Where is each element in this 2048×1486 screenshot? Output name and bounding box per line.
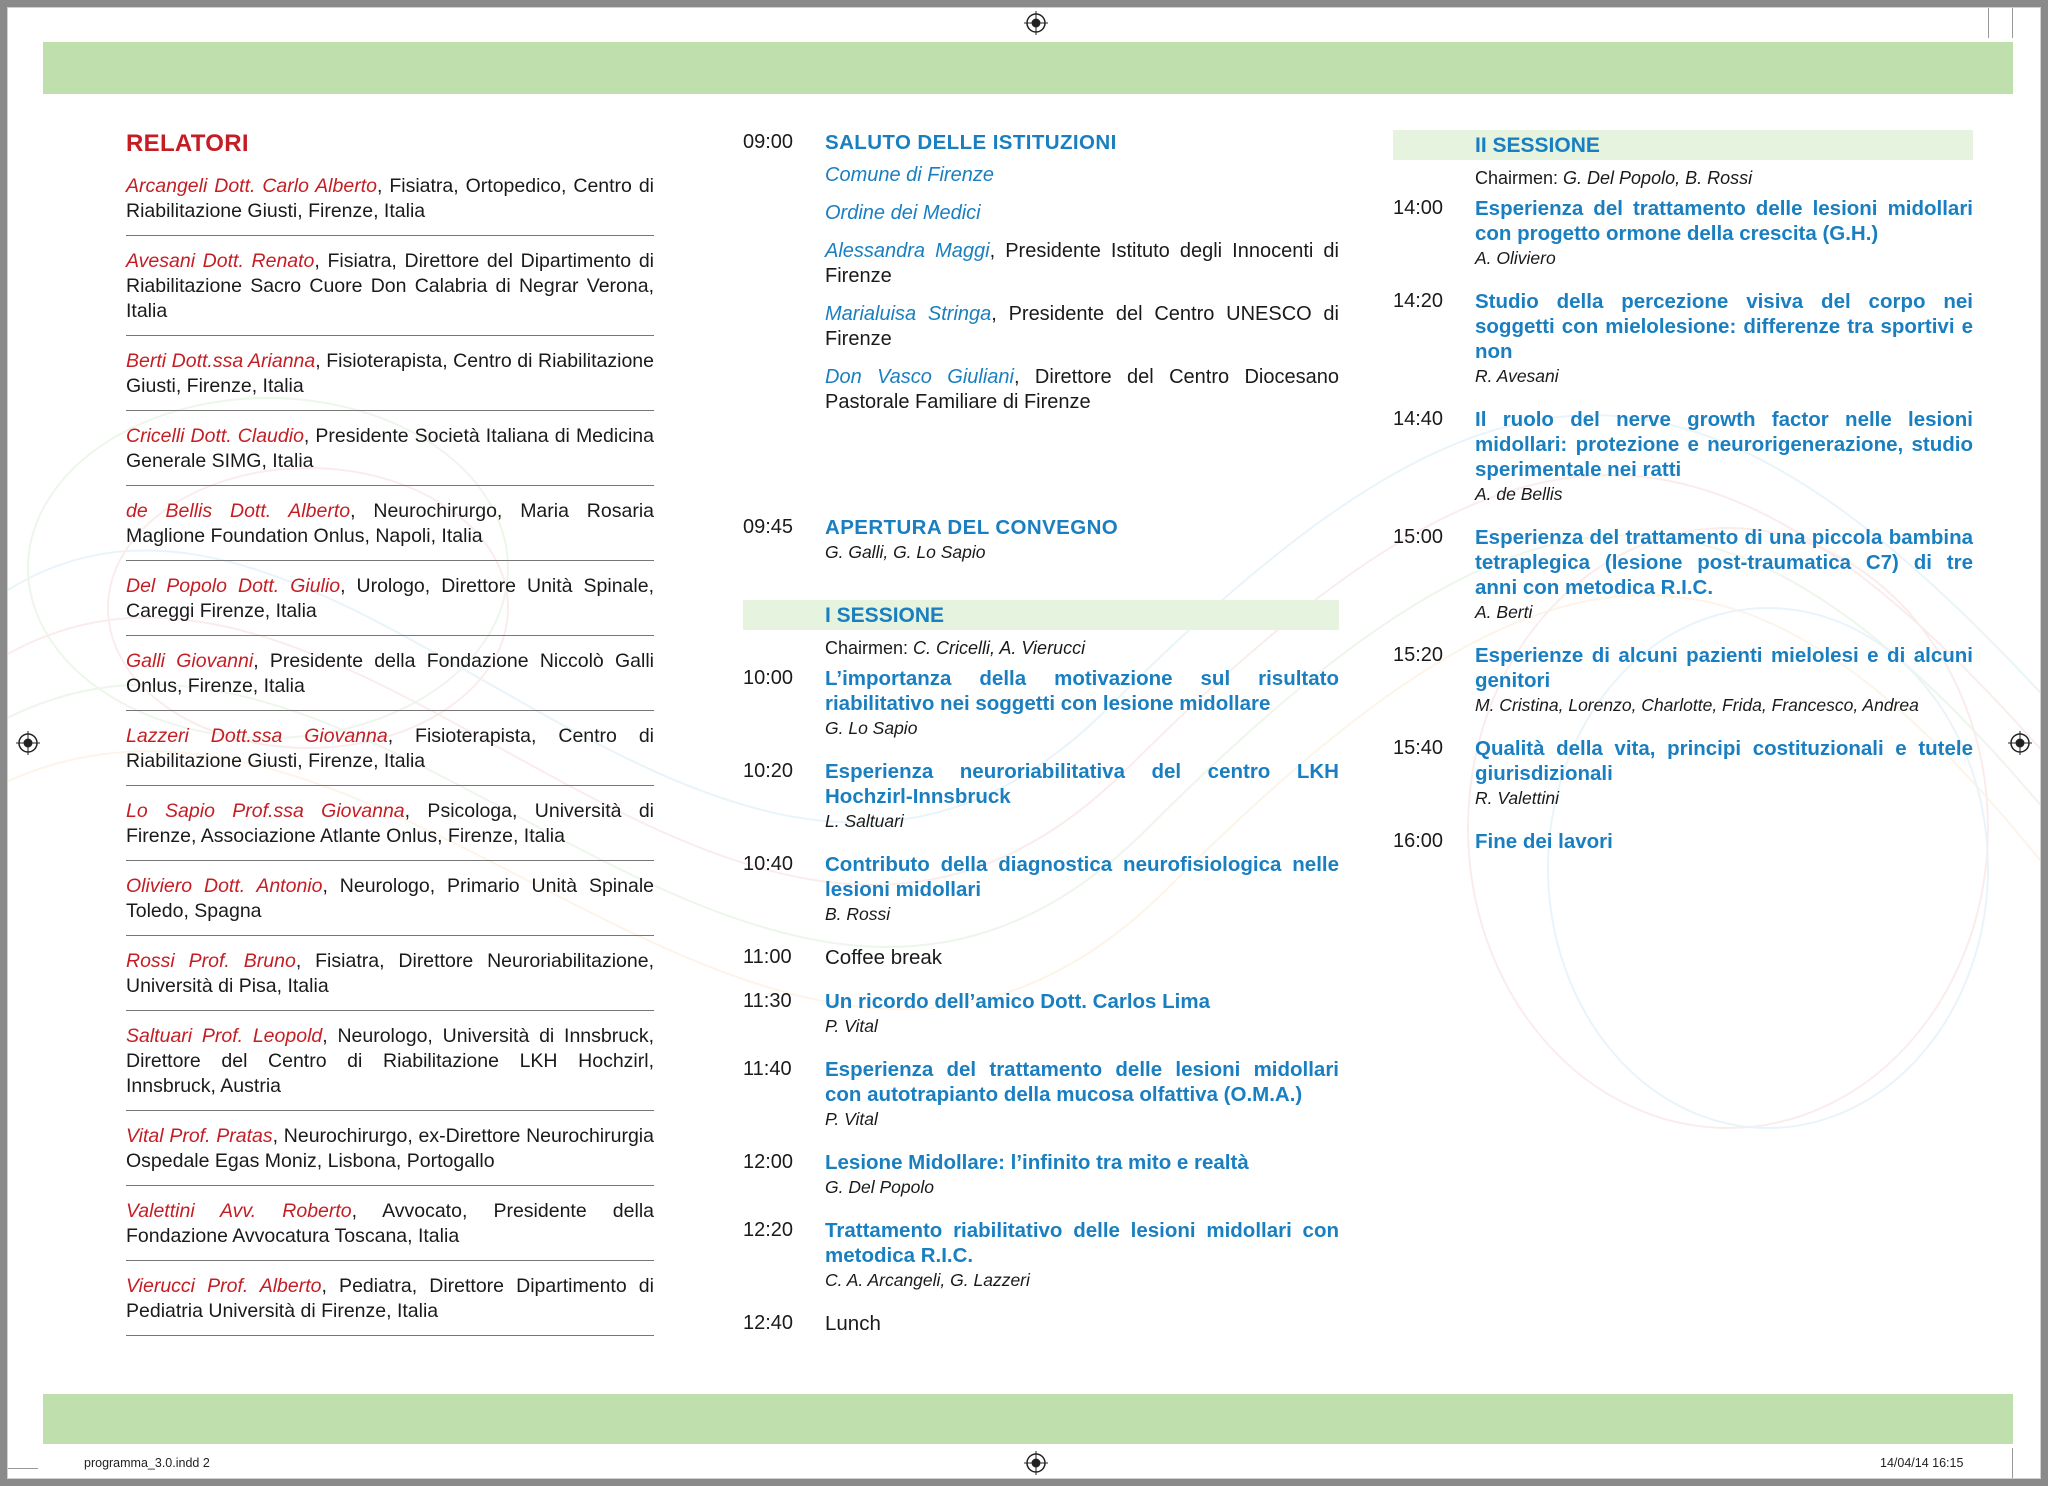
talk-speakers: A. de Bellis — [1475, 484, 1563, 504]
talk-speakers: A. Oliviero — [1475, 248, 1556, 268]
agenda-item — [1393, 736, 1973, 810]
agenda-item — [1393, 196, 1973, 270]
speaker-name: de Bellis Dott. Alberto — [126, 500, 351, 522]
talk-title: Trattamento riabilitativo delle lesioni midollari con metodica R.I.C. — [825, 1219, 1339, 1267]
apertura-block — [743, 515, 1339, 564]
registration-mark-icon — [2008, 731, 2032, 755]
item-time: 15:20 — [1393, 644, 1444, 666]
speaker-description: , Neurochirurgo, Maria Rosaria Maglione Foundation Onlus, Napoli, Italia — [126, 500, 654, 547]
speaker-entry — [126, 799, 654, 861]
institution-line — [825, 239, 1339, 289]
agenda-item — [743, 852, 1339, 926]
speaker-entry — [126, 949, 654, 1011]
talk-title: Contributo della diagnostica neurofisiologica nelle lesioni midollari — [825, 853, 1339, 901]
apertura-title: APERTURA DEL CONVEGNO — [825, 516, 1119, 539]
item-time: 10:20 — [743, 760, 794, 782]
talk-title: Qualità della vita, principi costituzionali e tutele giurisdizionali — [1475, 737, 1973, 785]
agenda-item — [1393, 407, 1973, 506]
talk-speakers: B. Rossi — [825, 904, 891, 924]
speaker-entry — [126, 1199, 654, 1261]
talk-speakers: P. Vital — [825, 1109, 878, 1129]
talk-speakers: R. Avesani — [1475, 366, 1559, 386]
agenda-item — [1393, 643, 1973, 717]
institution-description: , Direttore del Centro Diocesano Pastorale Familiare di Firenze — [825, 366, 1339, 413]
talk-title: Esperienza del trattamento delle lesioni midollari con progetto ormone della crescita (G.H.) — [1475, 197, 1973, 245]
institution-name: Comune di Firenze — [825, 164, 994, 186]
talk-title: Il ruolo del nerve growth factor nelle lesioni midollari: protezione e neurorigenerazione, studio sperimentale nei ratti — [1475, 408, 1973, 481]
item-time: 10:00 — [743, 667, 794, 689]
institution-name: Don Vasco Giuliani — [825, 366, 1014, 388]
agenda-item — [743, 989, 1339, 1038]
session2-chairmen — [1393, 166, 1973, 190]
speaker-description: , Fisioterapista, Centro di Riabilitazione Giusti, Firenze, Italia — [126, 350, 654, 397]
footer-date: 14/04/14 16:15 — [1880, 1456, 1964, 1470]
institution-line — [825, 163, 1339, 188]
speaker-name: Berti Dott.ssa Arianna — [126, 350, 316, 372]
item-time: 09:00 — [743, 131, 794, 153]
item-plain-text: Lunch — [825, 1312, 881, 1335]
session1-chairmen — [743, 636, 1339, 660]
speaker-description: , Pediatra, Direttore Dipartimento di Pediatria Università di Firenze, Italia — [126, 1275, 654, 1322]
item-time: 14:20 — [1393, 290, 1444, 312]
talk-title: L’importanza della motivazione sul risultato riabilitativo nei soggetti con lesione midollare — [825, 667, 1339, 715]
item-time: 12:20 — [743, 1219, 794, 1241]
item-time: 14:00 — [1393, 197, 1444, 219]
item-time: 16:00 — [1393, 830, 1444, 852]
item-time: 14:40 — [1393, 408, 1444, 430]
talk-title: Esperienze di alcuni pazienti mielolesi e di alcuni genitori — [1475, 644, 1973, 692]
session2-title: II SESSIONE — [1393, 130, 1973, 160]
talk-speakers: G. Del Popolo — [825, 1177, 934, 1197]
agenda-item — [1393, 289, 1973, 388]
speaker-name: Saltuari Prof. Leopold — [126, 1025, 323, 1047]
speaker-description: , Fisiatra, Direttore Neuroriabilitazione, Università di Pisa, Italia — [126, 950, 655, 997]
speaker-name: Arcangeli Dott. Carlo Alberto — [126, 175, 377, 197]
speaker-entry — [126, 724, 654, 786]
talk-title: Esperienza neuroriabilitativa del centro LKH Hochzirl-Innsbruck — [825, 760, 1339, 808]
institution-name: Ordine dei Medici — [825, 202, 981, 224]
institution-list — [825, 163, 1339, 415]
speaker-name: Vital Prof. Pratas — [126, 1125, 273, 1147]
institution-line — [825, 201, 1339, 226]
agenda-item — [743, 666, 1339, 740]
speaker-entry — [126, 1274, 654, 1336]
speaker-description: , Psicologa, Università di Firenze, Associazione Atlante Onlus, Firenze, Italia — [126, 800, 654, 847]
saluto-title: SALUTO DELLE ISTITUZIONI — [825, 131, 1117, 154]
speaker-list — [126, 174, 654, 1336]
apertura-speakers: G. Galli, G. Lo Sapio — [825, 542, 986, 562]
session1-title: I SESSIONE — [743, 600, 1339, 630]
institution-line — [825, 302, 1339, 352]
programma-column — [743, 130, 1339, 1355]
speaker-entry — [126, 874, 654, 936]
crop-mark — [2012, 1448, 2013, 1478]
agenda-item — [743, 945, 1339, 970]
speaker-entry — [126, 574, 654, 636]
item-time: 12:40 — [743, 1312, 794, 1334]
talk-title: Fine dei lavori — [1475, 830, 1613, 853]
speaker-description: , Avvocato, Presidente della Fondazione Avvocatura Toscana, Italia — [126, 1200, 654, 1247]
speaker-description: , Presidente Società Italiana di Medicina Generale SIMG, Italia — [126, 425, 654, 472]
relatori-heading: RELATORI — [126, 130, 249, 157]
saluto-block — [743, 130, 1339, 415]
speaker-name: Cricelli Dott. Claudio — [126, 425, 304, 447]
talk-speakers: M. Cristina, Lorenzo, Charlotte, Frida, Francesco, Andrea — [1475, 695, 1919, 715]
speaker-name: Lo Sapio Prof.ssa Giovanna — [126, 800, 405, 822]
speaker-description: , Neurologo, Università di Innsbruck, Direttore del Centro di Riabilitazione LKH Hochzirl, Innsbruck, Austria — [126, 1025, 654, 1097]
speaker-entry — [126, 649, 654, 711]
agenda-item — [743, 1218, 1339, 1292]
talk-title: Un ricordo dell’amico Dott. Carlos Lima — [825, 990, 1211, 1013]
institution-line — [825, 365, 1339, 415]
chairmen-label: Chairmen: — [1475, 168, 1564, 188]
talk-speakers: R. Valettini — [1475, 788, 1559, 808]
talk-title: Esperienza del trattamento di una piccola bambina tetraplegica (lesione post-traumatica C7) di tre anni con metodica R.I.C. — [1475, 526, 1973, 599]
speaker-entry — [126, 499, 654, 561]
item-time: 09:45 — [743, 516, 794, 538]
agenda-item — [743, 759, 1339, 833]
speaker-description: , Fisioterapista, Centro di Riabilitazione Giusti, Firenze, Italia — [126, 725, 654, 772]
session2-agenda — [1393, 196, 1973, 854]
item-time: 10:40 — [743, 853, 794, 875]
item-plain-text: Coffee break — [825, 946, 943, 969]
agenda-item — [743, 1057, 1339, 1131]
speaker-description: , Urologo, Direttore Unità Spinale, Careggi Firenze, Italia — [126, 575, 654, 622]
talk-speakers: L. Saltuari — [825, 811, 904, 831]
crop-mark — [1988, 8, 1989, 38]
talk-speakers: G. Lo Sapio — [825, 718, 918, 738]
speaker-entry — [126, 1024, 654, 1111]
institution-name: Marialuisa Stringa — [825, 303, 992, 325]
chairmen-names: G. Del Popolo, B. Rossi — [1563, 168, 1753, 188]
speaker-entry — [126, 249, 654, 336]
speaker-name: Del Popolo Dott. Giulio — [126, 575, 341, 597]
institution-description: , Presidente del Centro UNESCO di Firenze — [825, 303, 1339, 350]
registration-mark-icon — [1024, 1451, 1048, 1475]
item-time: 12:00 — [743, 1151, 794, 1173]
speaker-description: , Presidente della Fondazione Niccolò Galli Onlus, Firenze, Italia — [126, 650, 654, 697]
bottom-green-band — [43, 1394, 2013, 1444]
speaker-description: , Fisiatra, Ortopedico, Centro di Riabilitazione Giusti, Firenze, Italia — [126, 175, 655, 222]
talk-speakers: A. Berti — [1475, 602, 1533, 622]
speaker-name: Oliviero Dott. Antonio — [126, 875, 323, 897]
brochure-page — [8, 8, 2040, 1478]
speaker-description: , Neurochirurgo, ex-Direttore Neurochirurgia Ospedale Egas Moniz, Lisbona, Portogallo — [126, 1125, 654, 1172]
session2-column — [1393, 130, 1973, 873]
talk-speakers: P. Vital — [825, 1016, 878, 1036]
institution-description: , Presidente Istituto degli Innocenti di Firenze — [825, 240, 1339, 287]
talk-title: Lesione Midollare: l’infinito tra mito e realtà — [825, 1151, 1249, 1174]
crop-mark — [2012, 8, 2013, 38]
speaker-name: Avesani Dott. Renato — [126, 250, 315, 272]
speaker-entry — [126, 1124, 654, 1186]
chairmen-names: C. Cricelli, A. Vierucci — [913, 638, 1086, 658]
registration-mark-icon — [16, 731, 40, 755]
item-time: 11:40 — [743, 1058, 792, 1080]
speaker-name: Lazzeri Dott.ssa Giovanna — [126, 725, 388, 747]
session1-agenda — [743, 666, 1339, 1336]
speaker-description: , Neurologo, Primario Unità Spinale Toledo, Spagna — [126, 875, 654, 922]
speaker-name: Rossi Prof. Bruno — [126, 950, 296, 972]
speaker-entry — [126, 174, 654, 236]
speaker-entry — [126, 424, 654, 486]
talk-speakers: C. A. Arcangeli, G. Lazzeri — [825, 1270, 1030, 1290]
crop-mark — [8, 1468, 38, 1469]
relatori-column — [126, 130, 654, 1336]
speaker-name: Galli Giovanni — [126, 650, 254, 672]
speaker-name: Vierucci Prof. Alberto — [126, 1275, 322, 1297]
registration-mark-icon — [1024, 11, 1048, 35]
agenda-item — [743, 1311, 1339, 1336]
item-time: 11:00 — [743, 946, 792, 968]
agenda-item — [743, 1150, 1339, 1199]
agenda-item — [1393, 829, 1973, 854]
top-green-band — [43, 42, 2013, 94]
footer-filename: programma_3.0.indd 2 — [84, 1456, 210, 1470]
chairmen-label: Chairmen: — [825, 638, 914, 658]
item-time: 15:40 — [1393, 737, 1444, 759]
institution-name: Alessandra Maggi — [825, 240, 990, 262]
item-time: 11:30 — [743, 990, 792, 1012]
speaker-entry — [126, 349, 654, 411]
talk-title: Studio della percezione visiva del corpo nei soggetti con mielolesione: differenze tra sportivi e non — [1475, 290, 1973, 363]
item-time: 15:00 — [1393, 526, 1444, 548]
agenda-item — [1393, 525, 1973, 624]
speaker-description: , Fisiatra, Direttore del Dipartimento di Riabilitazione Sacro Cuore Don Calabria di Negrar Verona, Italia — [126, 250, 654, 322]
talk-title: Esperienza del trattamento delle lesioni midollari con autotrapianto della mucosa olfattiva (O.M.A.) — [825, 1058, 1339, 1106]
speaker-name: Valettini Avv. Roberto — [126, 1200, 352, 1222]
